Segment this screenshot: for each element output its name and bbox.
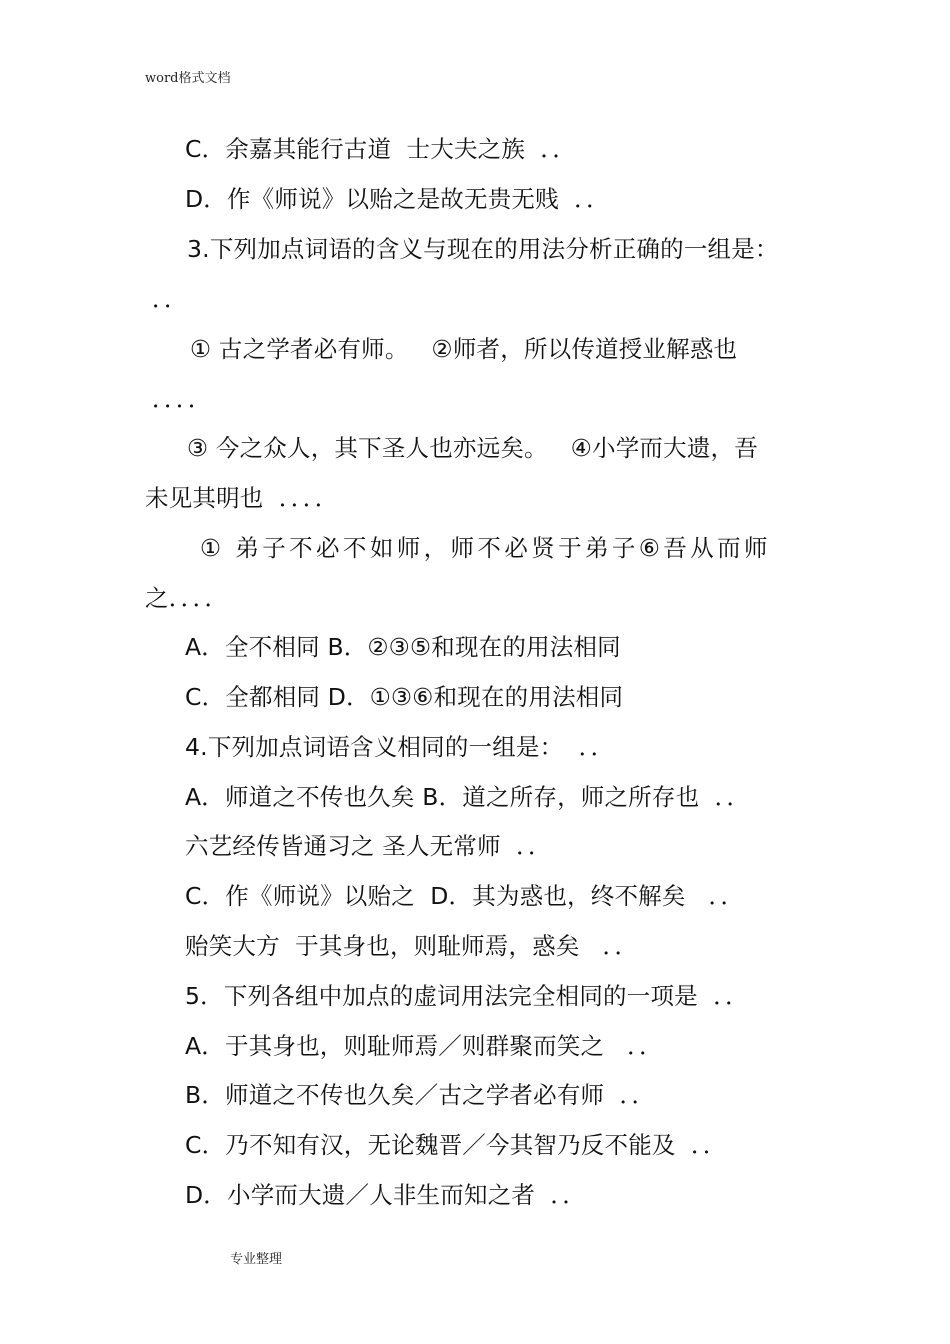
q4-options-ab: A．师道之不传也久矣 B．道之所存，师之所存也 ．． <box>185 783 751 811</box>
sentence-3-4: ③ 今之众人，其下圣人也亦远矣。 ④小学而大遗，吾 <box>187 434 758 462</box>
q5-option-c: C．乃不知有汉，无论魏晋／今其智乃反不能及 ．． <box>185 1131 727 1159</box>
page-header: word格式文档 <box>145 71 231 86</box>
q5-option-a: A．于其身也，则耻师焉／则群聚而笑之 ．． <box>185 1032 663 1060</box>
q5-option-b: B．师道之不传也久矣／古之学者必有师 ．． <box>185 1081 656 1109</box>
q4-options-cd: C．作《师说》以贻之 D．其为惑也，终不解矣 ．． <box>185 882 745 910</box>
q4-options-ab-continued: 六艺经传皆通习之 圣人无常师 ．． <box>185 832 552 860</box>
question-4: 4.下列加点词语含义相同的一组是： ．． <box>185 733 615 761</box>
q4-options-cd-continued: 贻笑大方 于其身也，则耻师焉，惑矣 ．． <box>185 932 639 960</box>
q3-options-cd: C．全都相同 D．①③⑥和现在的用法相同 <box>185 683 624 711</box>
question-3: 3.下列加点词语的含义与现在的用法分析正确的一组是： <box>187 235 779 263</box>
question-5: 5．下列各组中加点的虚词用法完全相同的一项是 ．． <box>185 982 749 1010</box>
q3-options-ab: A．全不相同 B．②③⑤和现在的用法相同 <box>185 633 621 661</box>
sentence-5-6: ① 弟子不必不如师，师不必贤于弟子⑥吾从而师 <box>200 534 771 562</box>
page-footer: 专业整理 <box>230 1252 283 1267</box>
sentence-6-continued: 之．．．． <box>145 584 229 612</box>
option-c-line: C．余嘉其能行古道 士大夫之族 ．． <box>185 135 577 163</box>
q5-option-d: D．小学而大遗／人非生而知之者 ．． <box>185 1181 587 1209</box>
emphasis-dots: ．． <box>152 285 188 313</box>
option-d-line: D．作《师说》以贻之是故无贵无贱 ．． <box>185 185 610 213</box>
sentence-4-continued: 未见其明也 ．．．． <box>145 484 339 512</box>
sentence-1-2: ① 古之学者必有师。 ②师者，所以传道授业解惑也 <box>190 335 738 363</box>
emphasis-dots: ．．．． <box>152 385 212 413</box>
